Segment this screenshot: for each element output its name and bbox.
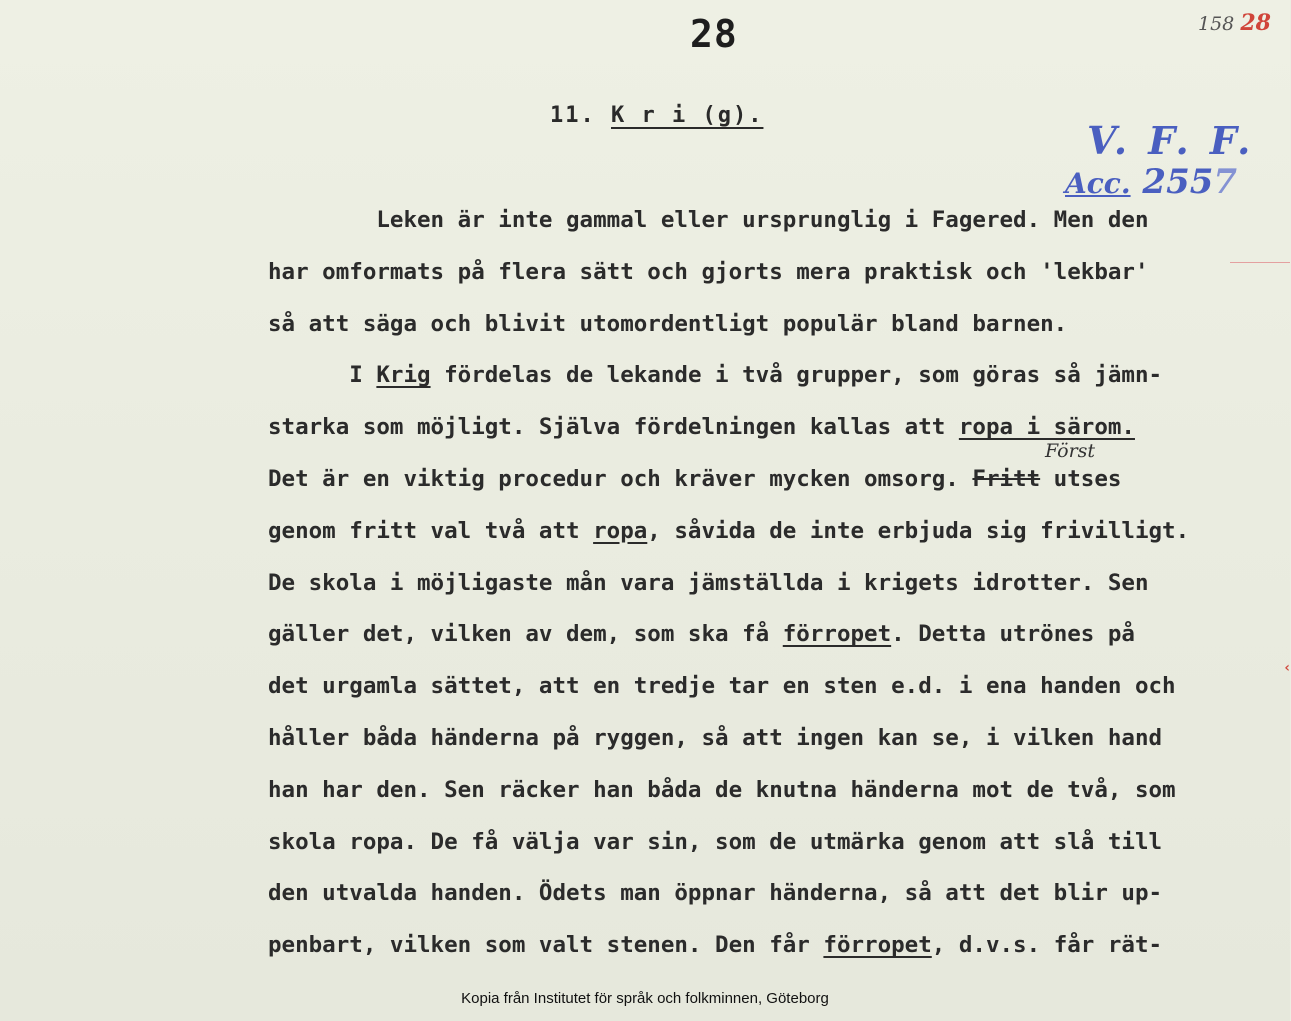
stamp-institute: V. F. F. [1087, 118, 1255, 163]
section-word: K r i (g). [611, 103, 764, 128]
text-run: , d.v.s. får rät- [931, 932, 1163, 959]
text-line [268, 207, 1149, 233]
underlined-term: Krig [376, 362, 431, 389]
text-line [268, 311, 1067, 337]
archive-stamp [1065, 118, 1265, 218]
text-run: De skola i möjligaste mån vara jämställda i krigets idrotter. Sen [268, 569, 1149, 596]
text-line [268, 518, 1189, 544]
section-number: 11. [550, 103, 596, 128]
archive-number-prefix: 158 [1198, 13, 1235, 35]
text-line [268, 621, 1135, 647]
text-run: så att säga och blivit utomordentligt populär bland barnen. [268, 310, 1068, 337]
text-run: Leken är inte gammal eller ursprunglig i Fagered. Men den [268, 207, 1149, 233]
text-run: skola ropa. De få välja var sin, som de utmärka genom att slå till [268, 828, 1163, 855]
text-line [268, 880, 1162, 906]
underlined-term: förropet [823, 932, 932, 959]
text-run: I [268, 362, 377, 389]
archive-number-red: 28 [1240, 10, 1271, 36]
stamp-acc-number-last: 7 [1213, 162, 1238, 202]
page-number: 28 [690, 12, 738, 56]
stamp-acc-label: Acc. [1065, 167, 1131, 200]
text-line [268, 414, 1135, 440]
underlined-term: ropa [593, 517, 648, 544]
stamp-acc-number: 255 [1142, 162, 1214, 202]
handwritten-correction: Först [1045, 440, 1096, 462]
text-run: utses [1040, 466, 1122, 492]
text-line [268, 932, 1162, 958]
underlined-term: ropa i särom. [958, 414, 1135, 441]
text-line [268, 777, 1176, 803]
text-line [268, 259, 1149, 285]
underlined-term: förropet [782, 621, 892, 648]
text-run: penbart, vilken som valt stenen. Den får [268, 932, 824, 959]
text-line [268, 673, 1176, 699]
text-line [268, 570, 1149, 596]
text-run: det urgamla sättet, att en tredje tar en sten e.d. i ena handen och [268, 673, 1176, 700]
text-run: fördelas de lekande i två grupper, som göras så jämn- [430, 362, 1163, 389]
text-run: gäller det, vilken av dem, som ska få [268, 621, 783, 648]
text-run: har omformats på flera sätt och gjorts mera praktisk och 'lekbar' [268, 258, 1149, 285]
archive-number [1198, 10, 1271, 36]
text-run: starka som möjligt. Själva fördelningen kallas att [268, 414, 959, 441]
section-title [550, 103, 763, 128]
struck-word: Fritt [972, 466, 1041, 492]
text-run: , såvida de inte erbjuda sig frivilligt. [647, 517, 1190, 544]
text-run: genom fritt val två att [268, 517, 594, 544]
footer-credit [0, 990, 1290, 1007]
margin-rule [1230, 262, 1290, 263]
footer-text: Kopia från Institutet för språk och folkminnen, Göteborg [461, 990, 829, 1007]
text-run: Det är en viktig procedur och kräver mycken omsorg. [268, 466, 973, 492]
red-margin-mark: ‹ [1283, 660, 1291, 676]
text-run: han har den. Sen räcker han båda de knutna händerna mot de två, som [268, 776, 1176, 803]
stamp-accession [1065, 162, 1237, 202]
text-line [268, 725, 1162, 751]
text-run: håller båda händerna på ryggen, så att ingen kan se, i vilken hand [268, 725, 1163, 751]
text-line [268, 829, 1162, 855]
text-line [268, 362, 1162, 388]
text-run: . Detta utrönes på [891, 621, 1135, 648]
text-run: den utvalda handen. Ödets man öppnar händerna, så att det blir up- [268, 880, 1163, 907]
text-line [268, 466, 1121, 492]
